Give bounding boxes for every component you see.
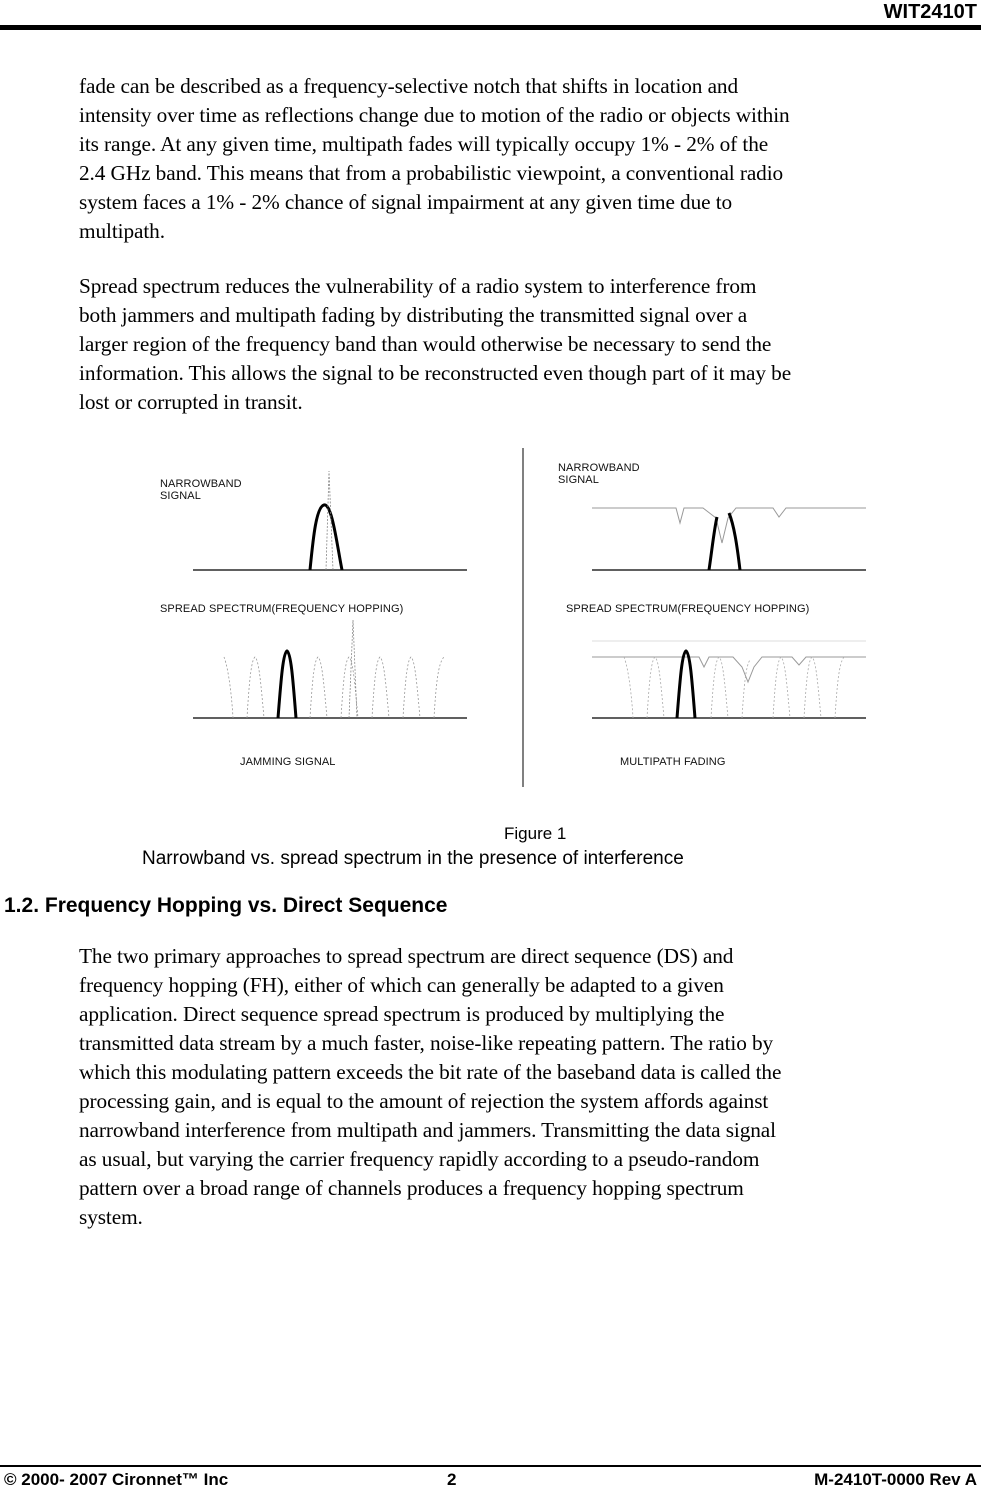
text-line: larger region of the frequency band than would otherwise be necessary to send the [79, 332, 772, 356]
left-narrowband-label [160, 478, 242, 502]
text-line: fade can be described as a frequency-selective notch that shifts in location and [79, 74, 739, 98]
paragraph-multipath-fade [79, 72, 959, 246]
label-line: SIGNAL [160, 490, 201, 502]
figure-caption-number: Figure 1 [504, 824, 567, 843]
paragraph-spread-spectrum [79, 272, 959, 417]
text-line: as usual, but varying the carrier frequency rapidly according to a pseudo-random [79, 1147, 760, 1171]
label-line: NARROWBAND [558, 462, 640, 474]
right-bottom-plot [592, 641, 866, 718]
text-line: its range. At any given time, multipath fades will typically occupy 1% - 2% of the [79, 132, 769, 156]
footer-page-number: 2 [447, 1470, 457, 1489]
figure-1-diagram [150, 445, 880, 790]
section-heading: 1.2. Frequency Hopping vs. Direct Sequence [4, 894, 448, 917]
multipath-fading-label: MULTIPATH FADING [620, 756, 726, 768]
text-line: multipath. [79, 219, 165, 243]
label-line: SIGNAL [558, 474, 599, 486]
text-line: system. [79, 1205, 143, 1229]
text-line: both jammers and multipath fading by distributing the transmitted signal over a [79, 303, 748, 327]
text-line: 2.4 GHz band. This means that from a probabilistic viewpoint, a conventional radio [79, 161, 784, 185]
text-line: processing gain, and is equal to the amount of rejection the system affords against [79, 1089, 769, 1113]
text-line: narrowband interference from multipath and jammers. Transmitting the data signal [79, 1118, 776, 1142]
text-line: information. This allows the signal to be reconstructed even though part of it may be [79, 361, 792, 385]
text-line: frequency hopping (FH), either of which can generally be adapted to a given [79, 973, 724, 997]
right-top-plot [592, 508, 866, 570]
text-line: transmitted data stream by a much faster, noise-like repeating pattern. The ratio by [79, 1031, 774, 1055]
text-line: which this modulating pattern exceeds the bit rate of the baseband data is called the [79, 1060, 782, 1084]
document-title: WIT2410T [883, 1, 977, 23]
text-line: Spread spectrum reduces the vulnerability of a radio system to interference from [79, 274, 757, 298]
text-line: The two primary approaches to spread spectrum are direct sequence (DS) and [79, 944, 734, 968]
right-spread-spectrum-label: SPREAD SPECTRUM(FREQUENCY HOPPING) [566, 603, 810, 615]
paragraph-fh-vs-ds [79, 942, 959, 1232]
label-line: NARROWBAND [160, 478, 242, 490]
text-line: pattern over a broad range of channels produces a frequency hopping spectrum [79, 1176, 744, 1200]
text-line: lost or corrupted in transit. [79, 390, 303, 414]
jamming-signal-label: JAMMING SIGNAL [240, 756, 336, 768]
figure-caption-text: Narrowband vs. spread spectrum in the presence of interference [142, 848, 684, 869]
footer-rule [0, 1465, 981, 1467]
text-line: intensity over time as reflections change due to motion of the radio or objects within [79, 103, 790, 127]
footer-doc-number: M-2410T-0000 Rev A [814, 1470, 977, 1489]
text-line: system faces a 1% - 2% chance of signal impairment at any given time due to [79, 190, 733, 214]
right-narrowband-label [558, 462, 640, 486]
text-line: application. Direct sequence spread spectrum is produced by multiplying the [79, 1002, 725, 1026]
left-bottom-plot [193, 620, 467, 718]
footer-copyright: © 2000- 2007 Cironnet™ Inc [4, 1470, 229, 1489]
figure-1-drawing [150, 445, 880, 790]
header-rule [0, 25, 981, 30]
left-spread-spectrum-label: SPREAD SPECTRUM(FREQUENCY HOPPING) [160, 603, 404, 615]
